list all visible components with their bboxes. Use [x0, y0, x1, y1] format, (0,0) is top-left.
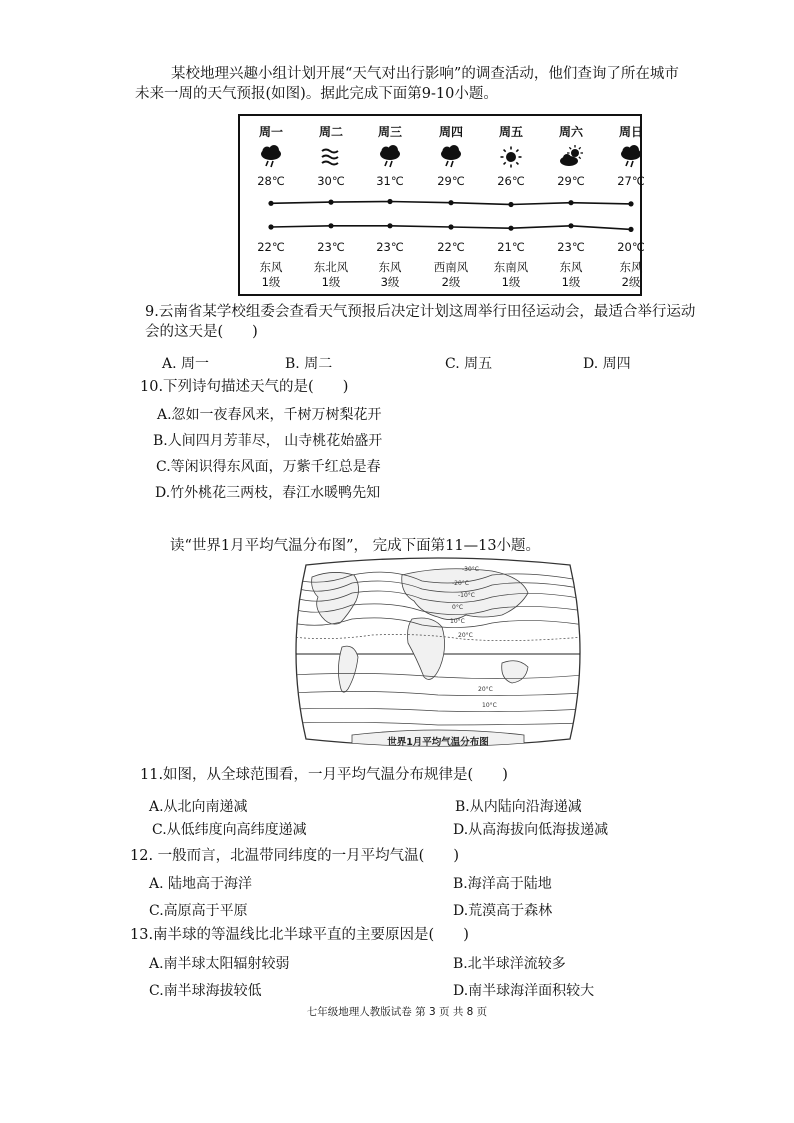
forecast-wind-direction: 东风 [259, 260, 283, 274]
isotherm-label: -10°C [458, 592, 475, 599]
rain-cloud-icon [258, 144, 284, 170]
intro-line-1: 某校地理兴趣小组计划开展“天气对出行影响”的调查活动，他们查询了所在城市 [171, 66, 679, 82]
high-temp-point [387, 199, 392, 204]
q12-option-a[interactable]: A. 陆地高于海洋 [149, 876, 253, 892]
forecast-wind-level: 1级 [261, 275, 281, 289]
forecast-wind [240, 260, 302, 290]
forecast-wind [420, 260, 482, 290]
q9-option-b[interactable]: B. 周二 [285, 356, 333, 372]
q13-option-d[interactable]: D.南半球海洋面积较大 [453, 983, 595, 999]
forecast-low-temp: 21℃ [497, 240, 525, 254]
forecast-high-temp: 28℃ [257, 174, 285, 188]
low-temp-point [268, 224, 273, 229]
question-9-line-2: 会的这天是( ) [145, 324, 258, 340]
forecast-low-temp: 23℃ [317, 240, 345, 254]
q12-option-c[interactable]: C.高原高于平原 [149, 903, 248, 919]
forecast-day-label: 周二 [318, 125, 343, 139]
q13-option-b[interactable]: B.北半球洋流较多 [453, 956, 566, 972]
high-temp-point [328, 200, 333, 205]
rain-cloud-icon [377, 144, 403, 170]
rain-cloud-icon [438, 144, 464, 170]
question-13-stem: 13.南半球的等温线比北半球平直的主要原因是( ) [130, 927, 469, 943]
fog-icon [318, 144, 344, 170]
forecast-low-temp: 23℃ [557, 240, 585, 254]
forecast-wind-direction: 东风 [378, 260, 402, 274]
isotherm-label: 20°C [478, 686, 493, 693]
high-temp-point [268, 201, 273, 206]
forecast-wind [540, 260, 602, 290]
low-temp-point [387, 223, 392, 228]
high-temp-point [448, 200, 453, 205]
world-january-temperature-map [292, 557, 584, 747]
low-temp-point [328, 223, 333, 228]
low-temp-point [508, 226, 513, 231]
q13-option-a[interactable]: A.南半球太阳辐射较弱 [149, 956, 290, 972]
forecast-wind-level: 1级 [501, 275, 521, 289]
forecast-wind-level: 1级 [321, 275, 341, 289]
question-9-line-1: 9.云南省某学校组委会查看天气预报后决定计划这周举行田径运动会，最适合举行运动 [145, 304, 696, 320]
isotherm-label: 10°C [482, 702, 497, 709]
forecast-day-label: 周四 [438, 125, 463, 139]
low-temp-point [568, 223, 573, 228]
forecast-day-label: 周六 [558, 125, 583, 139]
q11-option-a[interactable]: A.从北向南递减 [149, 799, 248, 815]
q11-option-d[interactable]: D.从高海拔向低海拔递减 [453, 822, 609, 838]
q10-option-c[interactable]: C.等闲识得东风面，万紫千红总是春 [156, 459, 381, 475]
q12-option-b[interactable]: B.海洋高于陆地 [453, 876, 552, 892]
q11-option-b[interactable]: B.从内陆向沿海递减 [455, 799, 582, 815]
forecast-high-temp: 27℃ [617, 174, 645, 188]
forecast-low-temp: 22℃ [437, 240, 465, 254]
forecast-high-temp: 29℃ [437, 174, 465, 188]
map-caption: 世界1月平均气温分布图 [387, 737, 489, 747]
q10-option-b[interactable]: B.人间四月芳菲尽， 山寺桃花始盛开 [153, 433, 383, 449]
forecast-wind-level: 2级 [441, 275, 461, 289]
forecast-low-temp: 23℃ [376, 240, 404, 254]
rain-cloud-icon [618, 144, 644, 170]
q9-option-c[interactable]: C. 周五 [445, 356, 493, 372]
low-temp-point [448, 224, 453, 229]
low-temperature-points [268, 223, 633, 232]
isotherm-label: 0°C [452, 604, 464, 611]
forecast-wind-direction: 西南风 [433, 260, 469, 274]
isotherm-label: 20°C [458, 632, 473, 639]
forecast-high-temp: 30℃ [317, 174, 345, 188]
isotherm-label: -20°C [452, 580, 469, 587]
intro-paragraph [135, 64, 679, 104]
q10-option-d[interactable]: D.竹外桃花三两枝，春江水暖鸭先知 [155, 485, 381, 501]
forecast-wind [480, 260, 542, 290]
isotherm-label: -30°C [462, 566, 479, 573]
sun-cloud-icon [558, 144, 584, 170]
q11-option-c[interactable]: C.从低纬度向高纬度递减 [152, 822, 307, 838]
forecast-high-temp: 26℃ [497, 174, 525, 188]
high-temp-point [508, 202, 513, 207]
forecast-day-label: 周一 [258, 125, 283, 139]
forecast-high-temp: 31℃ [376, 174, 404, 188]
forecast-low-temp: 22℃ [257, 240, 285, 254]
forecast-wind [359, 260, 421, 290]
forecast-wind-direction: 东风 [559, 260, 583, 274]
forecast-high-temp: 29℃ [557, 174, 585, 188]
weather-forecast-table [238, 114, 645, 296]
forecast-wind-level: 3级 [380, 275, 400, 289]
q12-option-d[interactable]: D.荒漠高于森林 [453, 903, 553, 919]
q10-option-a[interactable]: A.忽如一夜春风来，千树万树梨花开 [157, 407, 382, 423]
high-temp-point [628, 201, 633, 206]
q9-option-a[interactable]: A. 周一 [162, 356, 210, 372]
forecast-wind [600, 260, 662, 290]
question-11-stem: 11.如图，从全球范围看，一月平均气温分布规律是( ) [140, 767, 508, 783]
page-footer: 七年级地理人教版试卷 第 3 页 共 8 页 [306, 1006, 488, 1018]
forecast-low-temp: 20℃ [617, 240, 645, 254]
question-10-stem: 10.下列诗句描述天气的是( ) [140, 379, 349, 395]
forecast-wind-direction: 东南风 [493, 260, 529, 274]
intro-line-2: 未来一周的天气预报(如图)。据此完成下面第9-10小题。 [135, 86, 498, 102]
question-9 [145, 302, 705, 342]
forecast-day-label: 周五 [498, 125, 523, 139]
sun-icon [498, 144, 524, 170]
forecast-day-label: 周三 [377, 125, 402, 139]
forecast-wind-level: 2级 [621, 275, 641, 289]
forecast-day-label: 周日 [618, 125, 643, 139]
map-intro: 读“世界1月平均气温分布图”， 完成下面第11—13小题。 [170, 538, 541, 554]
question-12-stem: 12. 一般而言，北温带同纬度的一月平均气温( ) [130, 848, 459, 864]
q13-option-c[interactable]: C.南半球海拔较低 [149, 983, 262, 999]
high-temp-point [568, 200, 573, 205]
isotherm-label: 10°C [450, 618, 465, 625]
low-temp-point [628, 227, 633, 232]
forecast-wind [300, 260, 362, 290]
q9-option-d[interactable]: D. 周四 [583, 356, 631, 372]
forecast-wind-direction: 东北风 [313, 260, 349, 274]
forecast-wind-level: 1级 [561, 275, 581, 289]
forecast-wind-direction: 东风 [619, 260, 643, 274]
